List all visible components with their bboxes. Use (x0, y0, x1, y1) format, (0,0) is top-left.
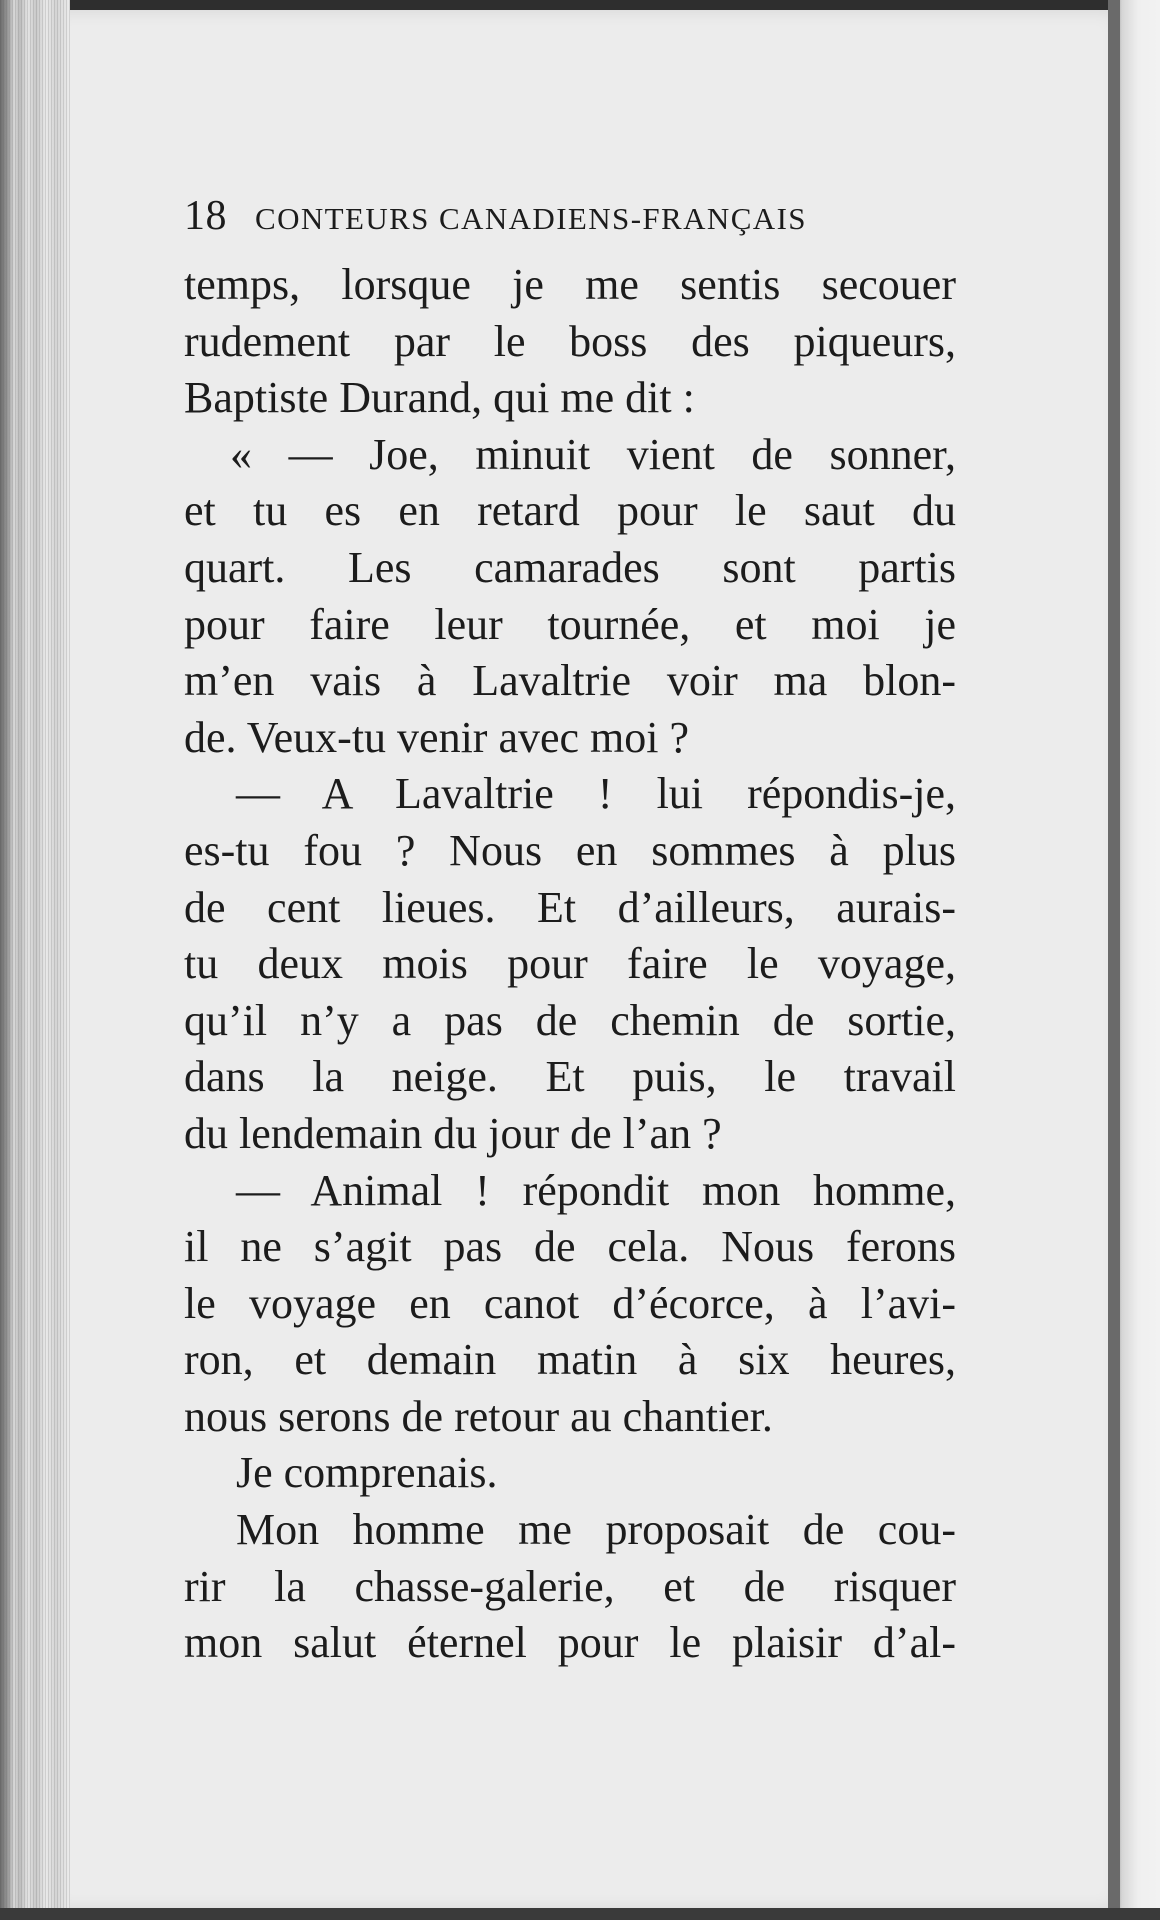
text-line: ron, et demain matin à six heures, (184, 1335, 956, 1385)
text-line: « — Joe, minuit vient de sonner, (230, 429, 956, 479)
running-head (184, 190, 956, 245)
text-line: pour faire leur tournée, et moi je (184, 599, 956, 649)
text-line: — Animal ! répondit mon homme, (236, 1165, 956, 1215)
book-spine-gutter (1108, 0, 1160, 1920)
text-line: es-tu fou ? Nous en sommes à plus (184, 825, 956, 875)
text-line: dans la neige. Et puis, le travail (184, 1052, 956, 1102)
text-line: mon salut éternel pour le plaisir d’al- (184, 1618, 956, 1668)
scan-bottom-border (0, 1908, 1160, 1920)
text-line: rudement par le boss des piqueurs, (184, 316, 956, 366)
text-line: qu’il n’y a pas de chemin de sortie, (184, 995, 956, 1045)
text-line: et tu es en retard pour le saut du (184, 486, 956, 536)
page-number: 18 (184, 193, 227, 239)
page-text (184, 190, 956, 1672)
page-stack-edge (0, 0, 70, 1920)
text-line: tu deux mois pour faire le voyage, (184, 939, 956, 989)
text-line: — A Lavaltrie ! lui répondis-je, (236, 769, 956, 819)
text-line: du lendemain du jour de l’an ? (184, 1108, 722, 1158)
text-line: Je comprenais. (236, 1448, 498, 1498)
text-line: m’en vais à Lavaltrie voir ma blon- (184, 656, 956, 706)
text-line: rir la chasse-galerie, et de risquer (184, 1561, 956, 1611)
text-line: de cent lieues. Et d’ailleurs, aurais- (184, 882, 956, 932)
text-line: Baptiste Durand, qui me dit : (184, 373, 695, 423)
text-line: Mon homme me proposait de cou- (236, 1505, 956, 1555)
text-line: temps, lorsque je me sentis secouer (184, 260, 956, 309)
text-line: nous serons de retour au chantier. (184, 1391, 773, 1441)
running-title: CONTEURS CANADIENS-FRANÇAIS (255, 201, 807, 236)
text-line: de. Veux-tu venir avec moi ? (184, 712, 690, 762)
text-line: quart. Les camarades sont partis (184, 542, 956, 592)
text-line: le voyage en canot d’écorce, à l’avi- (184, 1278, 956, 1328)
text-line: il ne s’agit pas de cela. Nous ferons (184, 1222, 956, 1272)
